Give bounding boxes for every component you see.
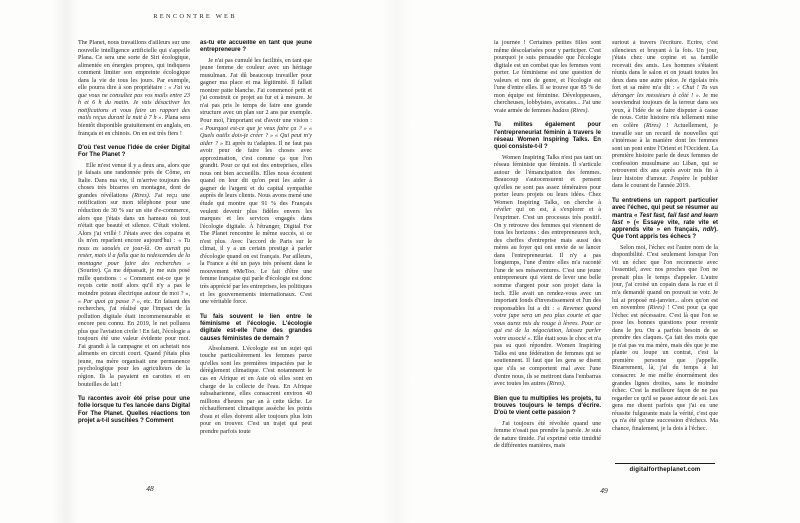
page-fold-shadow <box>382 0 412 523</box>
interview-question: D'où t'est venue l'idée de créer Digital For The Planet ? <box>78 145 190 159</box>
interview-paragraph: surtout à travers l'écriture. Écrire, c'est silencieux et bruyant à la fois. Un jour, j'étais chez une copine et sa famille recevait des amis. Les hommes s'étaient réunis dans le salon et on jouait toutes les deux dans une autre pièce. Je rigolais très fort et sa mère m'a dit : « Chut ! Tu vas déranger les messieurs à côté ! ». Je me souviendrai toujours de la terreur dans ses yeux, à l'idée de se faire disputer à cause de nous. Cette histoire m'a tellement mise en colère (Rires) ! Actuellement, je travaille sur un recueil de nouvelles qui s'intéresse à la manière dont les femmes sont un pont entre l'Orient et l'Occident. La première histoire parle de deux femmes de confession musulmane au Liban, qui se retrouvent dix ans après avoir mis fin à leur histoire d'amour. J'espère le publier dans le courant de l'année 2019. <box>612 40 718 190</box>
section-header: RENCONTRE WEB <box>153 13 237 20</box>
left-page-column-2 <box>200 40 312 482</box>
footer-site-link: digitalfortheplanet.com <box>615 463 715 473</box>
page-number-left: 48 <box>146 484 154 493</box>
interview-paragraph: Je n'ai pas cumulé les facilités, en tant que jeune femme de couleur avec un héritage musulman. J'ai dû beaucoup travailler pour gagner ma place et ma légitimité. Il fallait montrer patte blanche. J'ai commencé petit et j'ai construit ce projet au fur et à mesure. Je n'ai pas pris le temps de faire une grande structure avec un plan sur 2 ans par exemple. Pour moi, l'important est d'avoir une vision : « Pourquoi est-ce que je veux faire ça ? » « Quels outils dois-je créer ? » « Qui peut m'y aider ? » Et après tu t'adaptes. Il ne faut pas avoir peur de faire les choses avec approximation, c'est comme ça que l'on grandit. Pour ce qui est des entreprises, elles nous ont bien accueillis. Elles nous écoutent quand on leur dit qu'on peut les aider à gagner de l'argent et du capital sympathie auprès de leurs clients. Nous avons mené une étude qui montre que 91 % des Français veulent devenir plus fidèles envers les marques et les services engagés dans l'écologie digitale. À l'étranger, Digital For The Planet rencontre le même succès, si ce n'est plus. Avec l'accord de Paris sur le climat, il y a un certain prestige à parler d'écologie quand on est français. Par ailleurs, la France a été un pays très présent dans le mouvement #MeToo. Le fait d'être une femme française qui parle d'écologie est donc très apprécié par les entreprises, les politiques et les gouvernements internationaux. C'est une véritable force. <box>200 57 312 306</box>
page-edge-shadow <box>52 0 78 523</box>
interview-paragraph: J'ai toujours été révoltée quand une femme n'osait pas prendre la parole. Je suis de nature timide. J'ai exprimé cette timidité de différentes manières, mais <box>494 420 601 450</box>
interview-paragraph: la journée ! Certaines petites filles sont même déscolarisées pour y participer. C'est pourquoi je suis persuadée que l'écologie digitale est un combat que les femmes vont porter. Le féminisme est une question de valeurs et non de genre, et l'écologie est l'une d'entre elles. Il se trouve que 85 % de mon équipe est féminine. Développeuses, chercheuses, lobbyistes, avocates... J'ai une vraie armée de femmes badass (Rires). <box>494 40 601 114</box>
interview-paragraph: Selon moi, l'échec est l'autre nom de la disponibilité. C'est seulement lorsque l'on vit un échec que l'on reconnecte avec l'essentiel, avec nos proches que l'on ne prenait plus le temps d'appeler. L'autre jour, j'ai croisé un copain dans la rue et il m'a demandé quand on pouvait se voir. Je lui ai proposé mi-janvier... alors qu'on est en novembre (Rires) ! C'est pour ça que l'échec est nécessaire. C'est là que l'on se pose les bonnes questions pour revenir dans le jeu. On a parfois besoin de se prendre des claques. Ça fait des mois que je n'ai pas vu ma mère, mais dès que je me plante ou loupe un contrat, c'est la première personne que j'appelle. Bizarrement, là, j'ai du temps à lui consacrer. Je me méfie énormément des grandes lignes droites, sans le moindre échec. C'est la meilleure façon de ne pas regarder ce qu'il se passe autour de soi. Les gens me disent parfois que j'ai eu une réussite fulgurante mais la vérité, c'est que ça n'a été qu'une succession d'échecs. Ma chance, finalement, je la dois à l'échec. <box>612 244 718 432</box>
interview-question: as-tu été accueillie en tant que jeune entrepreneure ? <box>200 40 312 54</box>
interview-question: Tu entretiens un rapport particulier avec l'échec, qui peut se résumer au mantra « Test fast, fail fast and learn fast » (« Essaye vite, rate vite et apprends vite » en français, ndlr). Que t'ont appris tes échecs ? <box>612 197 718 241</box>
left-page-column-1 <box>78 40 190 480</box>
interview-paragraph: The Planet, nous travaillons d'ailleurs sur une nouvelle intelligence artificielle qui s'appelle Plana. Ce sera une sorte de Siri écologique, alimentée en énergies propres, qui indiquera comment limiter son empreinte écologique dans la vie de tous les jours. Par exemple, elle pourra dire à son propriétaire : « J'ai vu que vous ne consultez pas vos mails entre 23 h et 6 h du matin. Je vais désactiver les notifications et vous faire un rapport des mails reçus durant la nuit à 7 h ». Plana sera bientôt disponible gratuitement en anglais, en français et en chinois. On en est très fiers ! <box>78 40 190 137</box>
interview-question: Bien que tu multiplies les projets, tu trouves toujours le temps d'écrire. D'où te vient cette passion ? <box>494 395 601 417</box>
right-page-column-1 <box>494 40 601 506</box>
interview-question: Tu fais souvent le lien entre le féminisme et l'écologie. L'écologie digitale est-elle l'une des grandes causes féministes de demain ? <box>200 313 312 342</box>
interview-question: Tu milites également pour l'entrepreneuriat féminin à travers le réseau Women Inspiring Talks. En quoi consiste-t-il ? <box>494 122 601 151</box>
right-page-column-2 <box>612 40 718 460</box>
page-number-right: 49 <box>600 486 608 495</box>
interview-paragraph: Women Inspiring Talks n'est pas tant un réseau féministe que féminin. Il s'articule autour de l'émancipation des femmes. Beaucoup s'autocensurent et pensent qu'elles ne sont pas assez téméraires pour porter leurs projets ou leurs idées. Chez Women Inspiring Talks, on cherche à révéler qui on est, à s'explorer et à l'exprimer. C'est un processus très positif. On y retrouve des femmes qui viennent de tous les horizons : des entrepreneures tech, des cheffes d'entreprise mais aussi des mères au foyer qui ont envie de se lancer dans l'entrepreneuriat. Il n'y a pas longtemps, l'une d'entre elles m'a raconté l'une de ses mésaventures. C'est une jeune entrepreneure qui vient de lever une belle somme d'argent pour son projet dans la tech. Elle avait un rendez-vous avec un important fonds d'investissement et l'un des responsables lui a dit : « Revenez quand votre jupe sera un peu plus courte et que vous aurez mis du rouge à lèvres. Pour ce qui est de la négociation, laissez parler votre associé ». Elle était sous le choc et n'a pas su quoi répondre. Women Inspiring Talks est une fédération de femmes qui se soutiennent. Il faut que les gens se disent que s'ils se comportent mal avec l'une d'entre nous, ils se mettront dans l'embarras avec toutes les autres (Rires). <box>494 154 601 388</box>
interview-paragraph: Elle m'est venue il y a deux ans, alors que je faisais une randonnée près de Côme, en Italie. Dans ma vie, il m'arrive toujours des choses très bizarres en montagne, dont de grandes révélations (Rires). J'ai reçu une notification sur mon téléphone pour une réduction de 30 % sur un site d'e-commerce, alors que j'étais dans un hameau où tout n'était que beauté et silence. C'était violent. Alors j'ai vrillé ! J'étais avec des copains et ils m'en reparlent encore aujourd'hui : « Tu nous as saoulés ce jour-là. On aurait pu rester, mais il a fallu que tu redescendes de la montagne pour faire des recherches » (Sourire). Ça me dépassait, je me suis posé mille questions : « Comment est-ce que je reçois cette notif alors qu'il n'y a pas le moindre poteau électrique autour de moi ? », « Par quoi ça passe ? », etc. En faisant des recherches, j'ai réalisé que l'impact de la pollution digitale était incommensurable et encore peu connu. En 2019, le net polluera plus que l'aviation civile ! En fait, l'écologie a toujours été une valeur évidente pour moi. J'ai grandi à la campagne et on achetait nos aliments en circuit court. Quand j'étais plus jeune, ma mère organisait une permanence psychologique pour les agriculteurs de la région. Ils la payaient en carottes et en bouteilles de lait ! <box>78 162 190 388</box>
interview-paragraph: Absolument. L'écologie est un sujet qui touche particulièrement les femmes parce qu'elles sont les premières impactées par le dérèglement climatique. C'est notamment le cas en Afrique et en Asie où elles sont en charge de la collecte de l'eau. En Afrique subsaharienne, elles consacrent environ 40 millions d'heures par an à cette tâche. Le réchauffement climatique assèche les points d'eau et elles doivent aller toujours plus loin pour en trouver. C'est un trajet qui peut prendre parfois toute <box>200 345 312 435</box>
interview-question: Tu racontes avoir été prise pour une folle lorsque tu t'es lancée dans Digital For The Planet. Quelles réactions ton projet a-t-il suscitées ? Comment <box>78 396 190 424</box>
